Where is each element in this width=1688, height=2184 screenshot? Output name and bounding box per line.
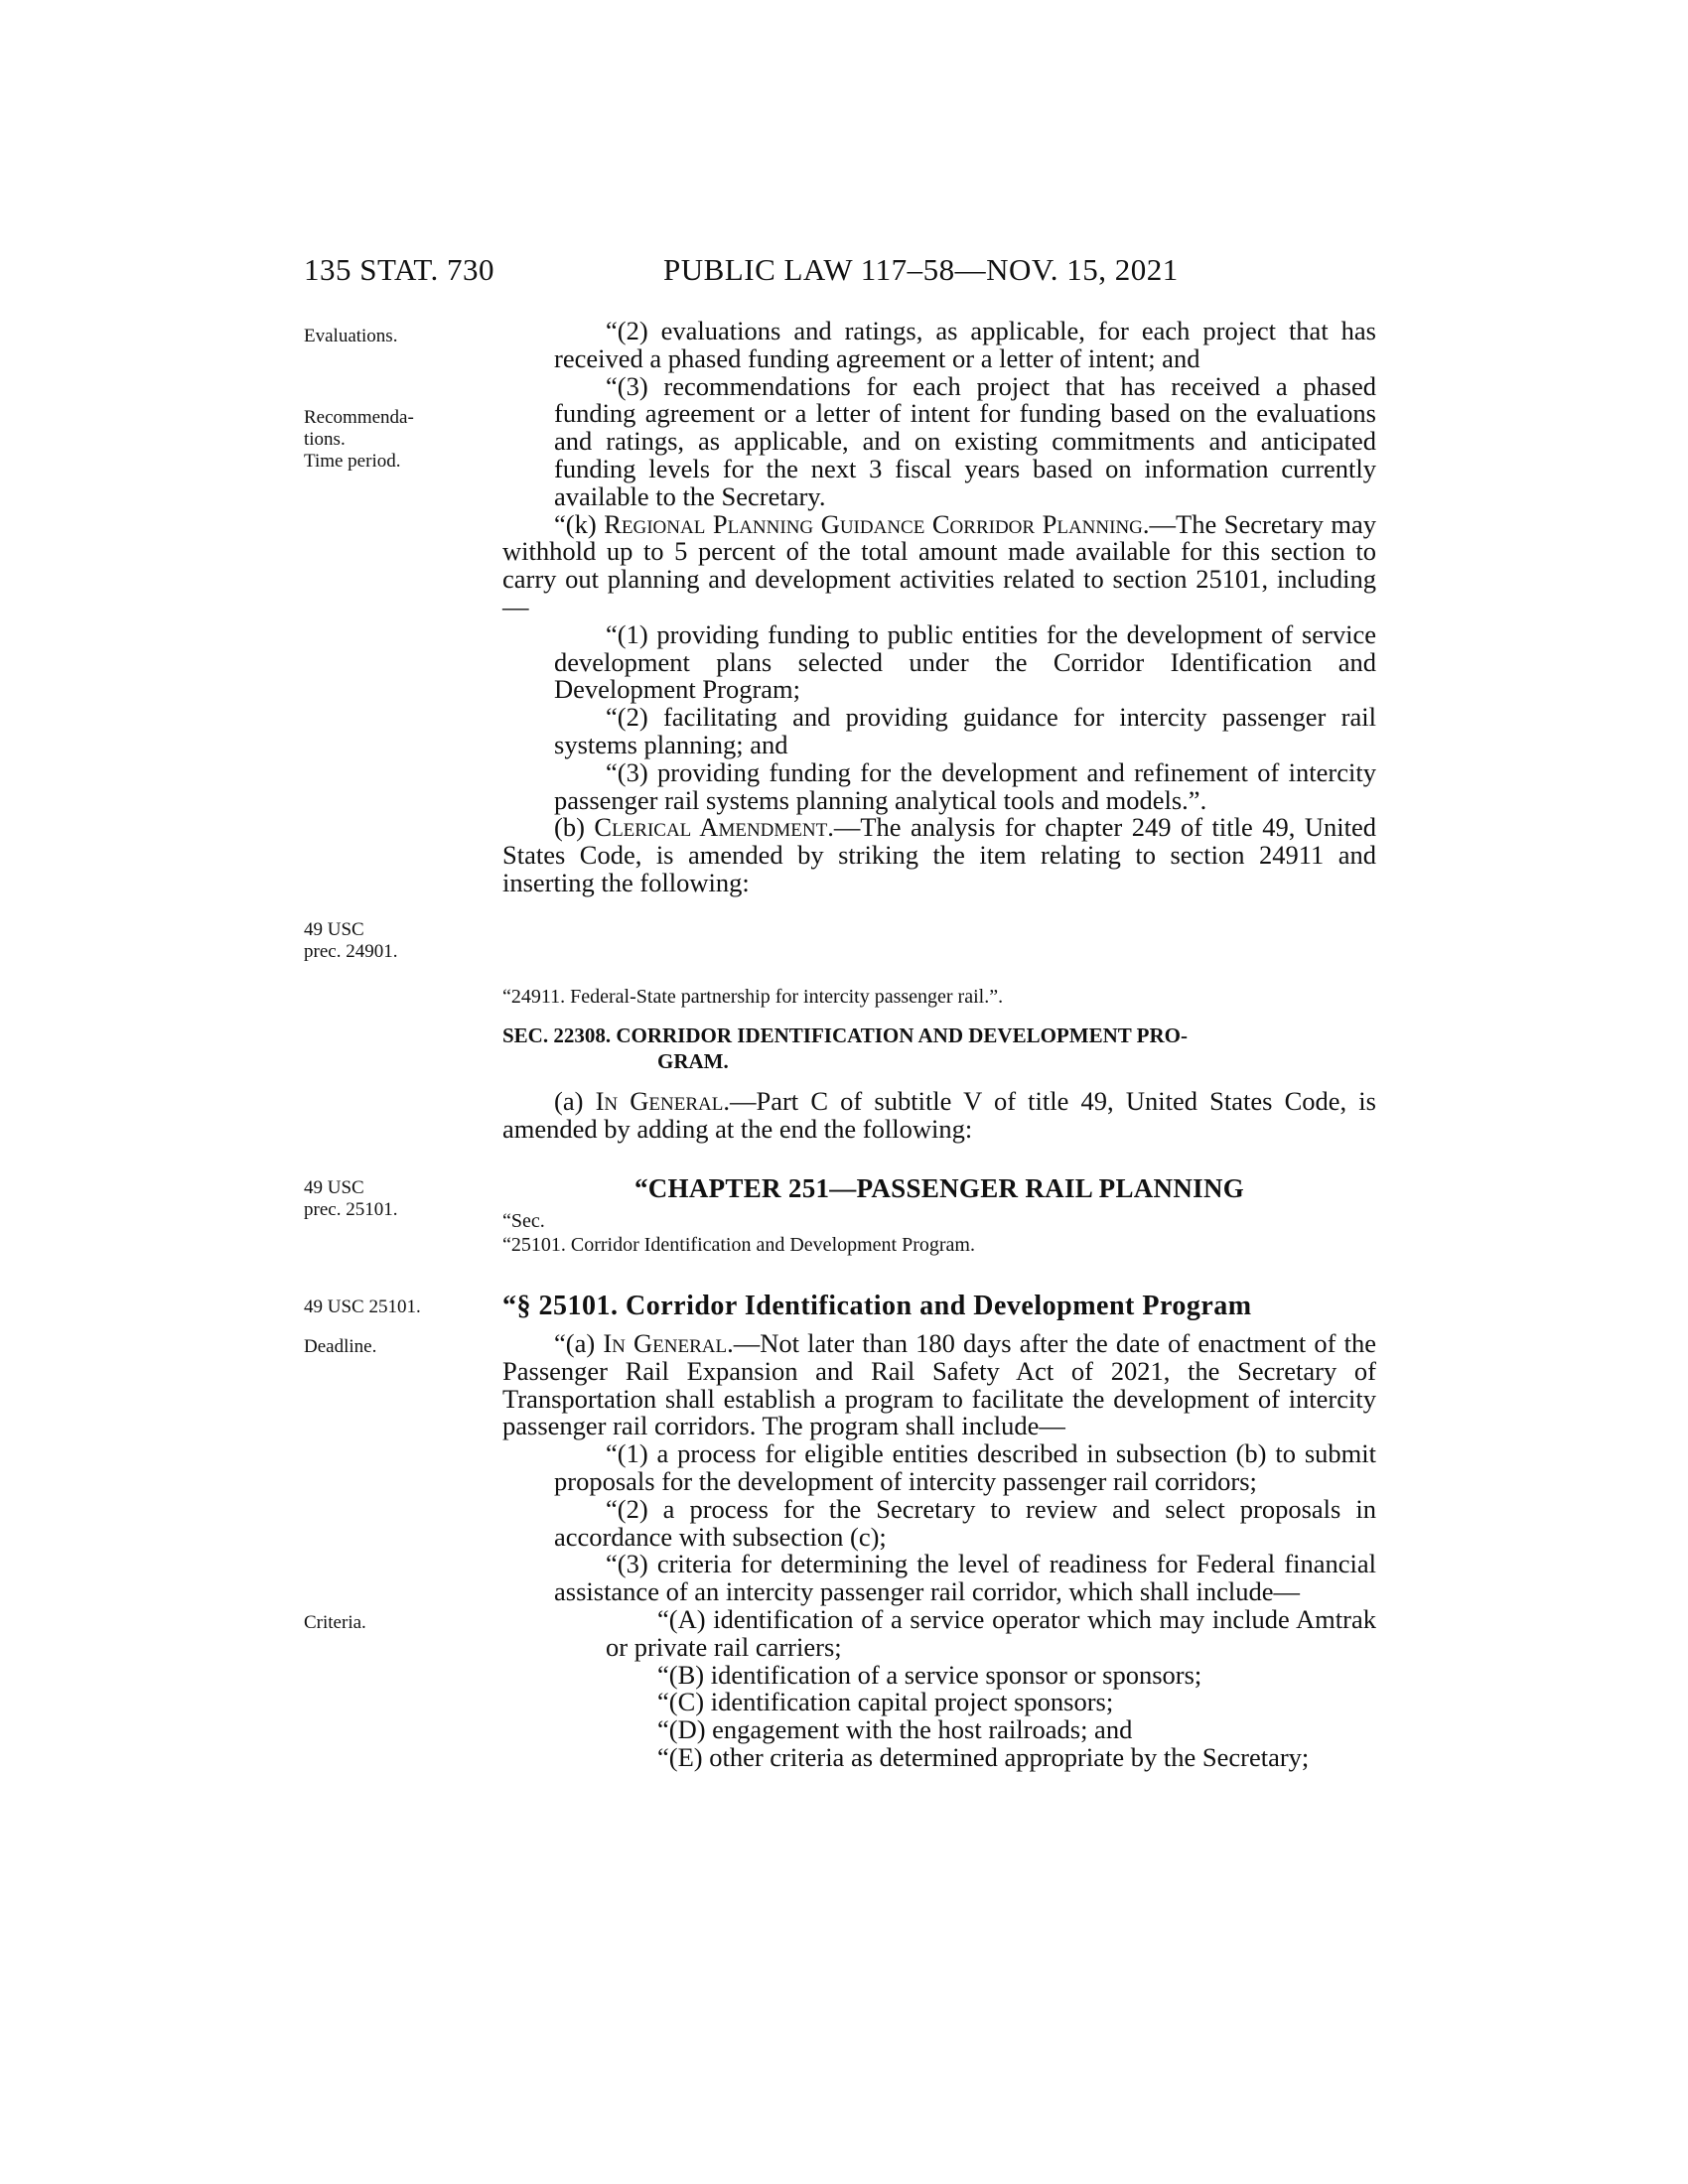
margin-note-line: prec. 25101. — [304, 1199, 398, 1220]
paragraph-k1: “(1) providing funding to public entities for the development of service development plans selected under the Corridor Identification and Development Program; — [554, 618, 1376, 705]
paragraph-a-heading: In General. — [595, 1086, 730, 1116]
paragraph-b-lead: (b) — [554, 812, 595, 843]
margin-note-line: tions. — [304, 429, 346, 450]
paragraph-j2: “(2) evaluations and ratings, as applicable, for each project that has received a phased funding agreement or a letter of intent; and — [554, 316, 1376, 373]
toc-sec-label: “Sec. — [502, 1210, 545, 1232]
margin-note-line: Recommenda- — [304, 407, 414, 428]
paragraph-b — [502, 814, 1376, 896]
toc-item: “25101. Corridor Identification and Development Program. — [502, 1234, 975, 1256]
paragraph-25101-a-text: —Not later than 180 days after the date of enactment of the Passenger Rail Expansion and Rail Safety Act of 2021, the Secretary of Transportation shall establish a program to facilitate the development of intercity passenger rail corridors. The program shall include— — [502, 1328, 1376, 1441]
margin-note-line: 49 USC — [304, 919, 364, 940]
clerical-item: “24911. Federal-State partnership for intercity passenger rail.”. — [502, 986, 1004, 1008]
paragraph-25101-a1: “(1) a process for eligible entities described in subsection (b) to submit proposals for the development of intercity passenger rail corridors; — [554, 1438, 1376, 1496]
margin-note-usc-prec-25101 — [304, 1177, 397, 1221]
section-heading-line-1: SEC. 22308. CORRIDOR IDENTIFICATION AND DEVELOPMENT PRO- — [502, 1024, 1188, 1047]
table-of-contents — [502, 1209, 1376, 1257]
section-25101-title: “§ 25101. Corridor Identification and Development Program — [502, 1291, 1252, 1321]
paragraph-b-heading: Clerical Amendment. — [594, 812, 834, 843]
paragraph-25101-B: “(B) identification of a service sponsor or sponsors; — [657, 1659, 1202, 1690]
paragraph-k-lead: “(k) — [554, 508, 605, 539]
paragraph-a — [502, 1088, 1376, 1144]
body-block-25101 — [502, 1330, 1376, 1772]
paragraph-25101-a3: “(3) criteria for determining the level of readiness for Federal financial assistance of an intercity passenger rail corridor, which shall include— — [554, 1549, 1376, 1607]
margin-note-usc-25101: 49 USC 25101. — [304, 1297, 421, 1317]
paragraph-25101-E: “(E) other criteria as determined appropriate by the Secretary; — [657, 1741, 1310, 1772]
margin-note-line: 49 USC — [304, 1177, 364, 1198]
paragraph-25101-a-lead: “(a) — [554, 1328, 604, 1358]
margin-note-usc-prec-24901 — [304, 919, 397, 963]
margin-note-deadline: Deadline. — [304, 1336, 377, 1357]
margin-note-criteria: Criteria. — [304, 1612, 366, 1633]
paragraph-b-text: —The analysis for chapter 249 of title 49, United States Code, is amended by striking the item relating to section 24911 and inserting the following: — [502, 812, 1376, 897]
margin-note-recommendations — [304, 407, 414, 473]
paragraph-k — [502, 508, 1376, 621]
paragraph-25101-C: “(C) identification capital project sponsors; — [657, 1687, 1114, 1717]
paragraph-25101-A: “(A) identification of a service operator which may include Amtrak or private rail carriers; — [606, 1603, 1376, 1662]
margin-note-line: Time period. — [304, 451, 401, 472]
body-block-a — [502, 1088, 1376, 1144]
chapter-title: “CHAPTER 251—PASSENGER RAIL PLANNING — [633, 1173, 1245, 1203]
paragraph-a-lead: (a) — [554, 1086, 596, 1116]
section-heading-22308 — [502, 1023, 1376, 1074]
paragraph-25101-a — [502, 1330, 1376, 1440]
paragraph-k-text: —The Secretary may withhold up to 5 percent of the total amount made available for this section to carry out planning and development activities related to section 25101, including— — [502, 508, 1376, 621]
paragraph-25101-a-heading: In General. — [603, 1328, 734, 1358]
margin-note-evaluations: Evaluations. — [304, 326, 398, 346]
stat-page-number: 135 STAT. 730 — [304, 252, 495, 287]
public-law-header: PUBLIC LAW 117–58—NOV. 15, 2021 — [663, 252, 1179, 287]
paragraph-k3: “(3) providing funding for the development and refinement of intercity passenger rail systems planning analytical tools and models.”. — [554, 756, 1376, 815]
paragraph-a-text: —Part C of subtitle V of title 49, United States Code, is amended by adding at the end the following: — [502, 1086, 1376, 1144]
paragraph-j3: “(3) recommendations for each project that has received a phased funding agreement or a letter of intent for funding based on the evaluations and ratings, as applicable, and on existing commitments and anticipated funding levels for the next 3 fiscal years based on information currently available to the Secretary. — [554, 370, 1376, 511]
paragraph-25101-a2: “(2) a process for the Secretary to review and select proposals in accordance with subsection (c); — [554, 1493, 1376, 1552]
section-heading-line-2: GRAM. — [657, 1049, 729, 1073]
margin-note-line: prec. 24901. — [304, 941, 398, 962]
body-block-top — [502, 318, 1376, 897]
paragraph-k-heading: Regional Planning Guidance Corridor Planning. — [604, 508, 1150, 539]
paragraph-k2: “(2) facilitating and providing guidance for intercity passenger rail systems planning; and — [554, 702, 1376, 759]
paragraph-25101-D: “(D) engagement with the host railroads; and — [657, 1714, 1133, 1745]
